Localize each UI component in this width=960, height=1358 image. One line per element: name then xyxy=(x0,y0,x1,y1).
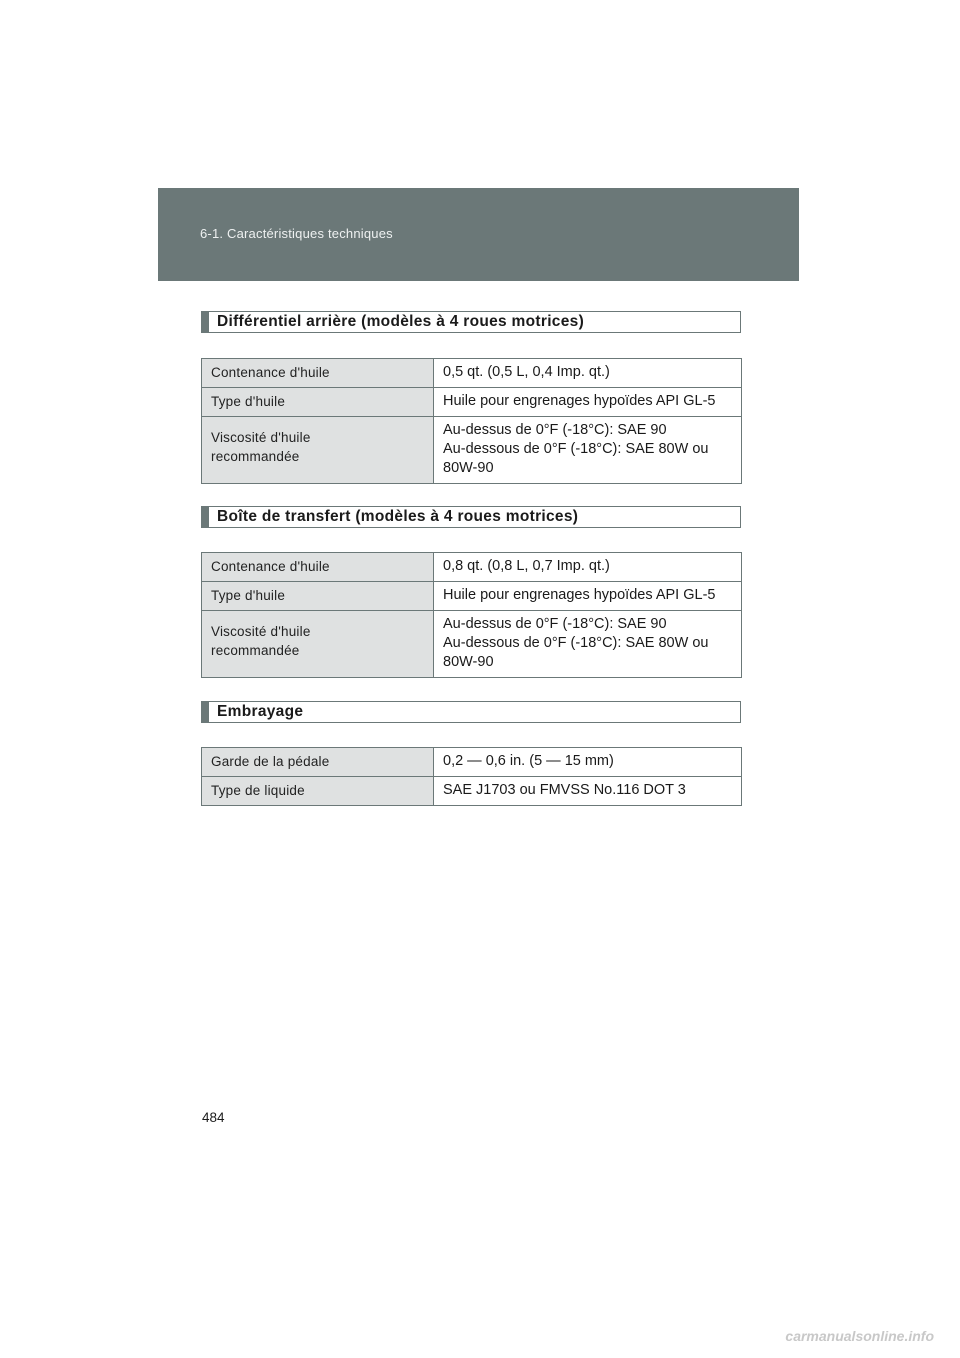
chapter-section-label: 6-1. Caractéristiques techniques xyxy=(200,226,393,241)
page-number: 484 xyxy=(202,1110,225,1125)
spec-value xyxy=(434,748,742,777)
chapter-header-band xyxy=(158,188,799,281)
spec-value-line: 0,5 qt. (0,5 L, 0,4 Imp. qt.) xyxy=(443,364,610,380)
heading-accent-bar xyxy=(202,507,209,527)
spec-value-line: Huile pour engrenages hypoïdes API GL-5 xyxy=(443,587,716,603)
spec-value xyxy=(434,417,742,484)
section-heading-rear-differential xyxy=(201,311,741,333)
spec-value xyxy=(434,777,742,806)
spec-value-line: 80W-90 xyxy=(443,460,494,476)
table-row xyxy=(202,417,742,484)
spec-label-line: Viscosité d'huile xyxy=(211,624,311,639)
section-title: Différentiel arrière (modèles à 4 roues motrices) xyxy=(217,313,585,330)
spec-value-line: SAE J1703 ou FMVSS No.116 DOT 3 xyxy=(443,782,686,798)
spec-value xyxy=(434,582,742,611)
spec-value xyxy=(434,388,742,417)
spec-label xyxy=(202,611,434,678)
table-row xyxy=(202,359,742,388)
spec-label-line: recommandée xyxy=(211,449,300,464)
spec-label: Garde de la pédale xyxy=(202,748,434,777)
table-row xyxy=(202,777,742,806)
section-heading-transfer-case xyxy=(201,506,741,528)
heading-accent-bar xyxy=(202,312,209,332)
spec-table-transfer-case xyxy=(201,552,742,678)
spec-label: Type d'huile xyxy=(202,582,434,611)
spec-value-line: 0,8 qt. (0,8 L, 0,7 Imp. qt.) xyxy=(443,558,610,574)
spec-label: Type de liquide xyxy=(202,777,434,806)
spec-value-line: 80W-90 xyxy=(443,654,494,670)
spec-label: Type d'huile xyxy=(202,388,434,417)
spec-value-line: Au-dessus de 0°F (-18°C): SAE 90 xyxy=(443,616,667,632)
table-row xyxy=(202,553,742,582)
spec-label-line: recommandée xyxy=(211,643,300,658)
spec-value xyxy=(434,553,742,582)
spec-value xyxy=(434,359,742,388)
spec-value-line: Huile pour engrenages hypoïdes API GL-5 xyxy=(443,393,716,409)
spec-label: Contenance d'huile xyxy=(202,359,434,388)
table-row xyxy=(202,582,742,611)
spec-value-line: Au-dessous de 0°F (-18°C): SAE 80W ou xyxy=(443,441,709,457)
table-row xyxy=(202,388,742,417)
spec-label-line: Viscosité d'huile xyxy=(211,430,311,445)
heading-accent-bar xyxy=(202,702,209,722)
table-row xyxy=(202,748,742,777)
section-heading-clutch xyxy=(201,701,741,723)
spec-label: Contenance d'huile xyxy=(202,553,434,582)
spec-table-clutch xyxy=(201,747,742,806)
spec-table-rear-differential xyxy=(201,358,742,484)
section-title: Embrayage xyxy=(217,703,304,720)
spec-value-line: 0,2 — 0,6 in. (5 — 15 mm) xyxy=(443,753,614,769)
table-row xyxy=(202,611,742,678)
spec-value-line: Au-dessus de 0°F (-18°C): SAE 90 xyxy=(443,422,667,438)
section-title: Boîte de transfert (modèles à 4 roues motrices) xyxy=(217,508,579,525)
spec-value-line: Au-dessous de 0°F (-18°C): SAE 80W ou xyxy=(443,635,709,651)
watermark-text: carmanualsonline.info xyxy=(785,1328,934,1344)
spec-label xyxy=(202,417,434,484)
spec-value xyxy=(434,611,742,678)
